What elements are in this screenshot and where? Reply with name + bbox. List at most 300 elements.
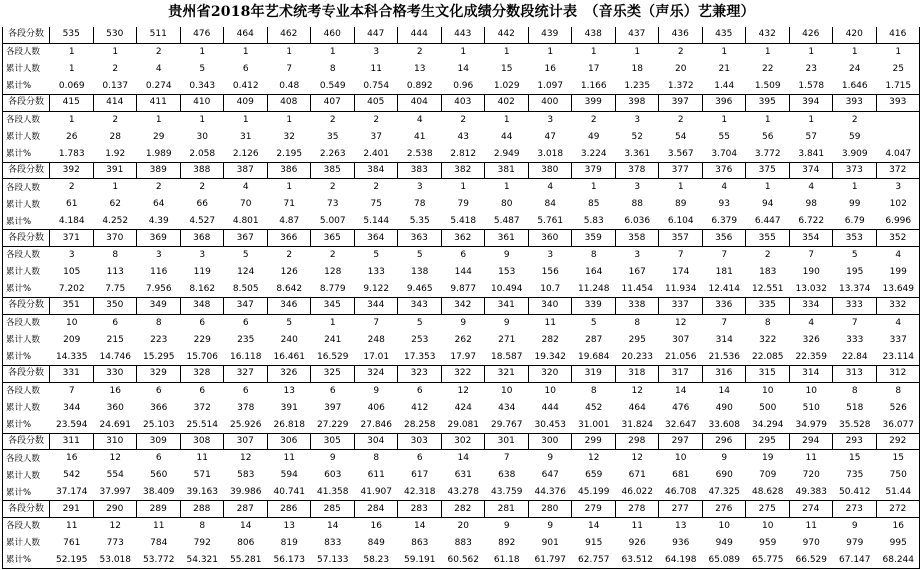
count-cell: 1 xyxy=(155,114,162,125)
cumulative-cell: 28 xyxy=(109,131,121,142)
percent-cell: 53.018 xyxy=(99,555,131,565)
percent-cell: 0.892 xyxy=(406,80,433,91)
count-cell: 8 xyxy=(895,385,902,396)
cumulative-cell: 806 xyxy=(237,538,255,548)
count-cell: 2 xyxy=(329,114,336,125)
percent-cell: 27.846 xyxy=(360,419,392,430)
count-cell: 7 xyxy=(503,453,510,464)
score-cell: 372 xyxy=(877,163,921,180)
score-cell: 384 xyxy=(355,163,399,180)
percent-cell: 6.379 xyxy=(711,216,738,227)
score-cell: 337 xyxy=(659,298,703,315)
count-cell: 3 xyxy=(634,182,641,193)
count-cell: 1 xyxy=(503,114,510,125)
score-cell: 335 xyxy=(746,298,790,315)
percent-cell: 28.258 xyxy=(404,419,436,430)
cumulative-cell: 78 xyxy=(414,199,426,210)
percent-cell: 2.263 xyxy=(319,148,346,159)
count-cell: 2 xyxy=(286,250,293,260)
percent-cell: 4.252 xyxy=(102,216,129,227)
count-cell: 3 xyxy=(416,182,423,193)
cumulative-cell: 183 xyxy=(759,267,777,277)
count-cell: 14 xyxy=(457,453,469,464)
score-cell: 347 xyxy=(224,298,268,315)
percent-cell: 5.007 xyxy=(319,216,346,227)
percent-cell: 0.274 xyxy=(145,80,172,91)
percent-cell: 1.646 xyxy=(841,80,868,91)
cumulative-cell: 24 xyxy=(849,63,861,74)
count-cell: 9 xyxy=(460,317,467,328)
count-cell: 4 xyxy=(808,317,815,328)
score-cell: 407 xyxy=(311,95,355,112)
cumulative-cell: 241 xyxy=(324,334,342,345)
count-cell: 11 xyxy=(805,453,817,464)
percent-cell: 49.383 xyxy=(795,487,827,498)
score-cell: 399 xyxy=(572,95,616,112)
cumulative-cell: 17 xyxy=(588,63,600,74)
count-cell: 7 xyxy=(851,317,858,328)
count-cell: 1 xyxy=(242,46,249,57)
cumulative-cell: 337 xyxy=(889,334,907,345)
score-cell: 443 xyxy=(442,27,486,44)
percent-cell: 44.376 xyxy=(534,487,566,498)
cumulative-cell: 526 xyxy=(889,402,907,413)
percent-cell: 23.114 xyxy=(882,351,914,362)
score-cell: 283 xyxy=(398,501,442,518)
score-cell: 387 xyxy=(224,163,268,180)
cumulative-cell: 116 xyxy=(150,267,168,277)
cumulative-cell: 20 xyxy=(675,63,687,74)
cumulative-cell: 995 xyxy=(889,538,907,548)
score-cell: 393 xyxy=(877,95,921,112)
cumulative-cell: 79 xyxy=(457,199,469,210)
score-cell: 285 xyxy=(311,501,355,518)
score-cell: 317 xyxy=(659,366,703,383)
cumulative-cell: 30 xyxy=(196,131,208,142)
percent-cell: 3.909 xyxy=(841,148,868,159)
cumulative-cell: 209 xyxy=(63,334,81,345)
score-cell: 362 xyxy=(442,230,486,247)
percent-cell: 22.359 xyxy=(795,351,827,362)
score-cell: 325 xyxy=(311,366,355,383)
percent-cell: 22.84 xyxy=(841,351,868,362)
count-cell: 1 xyxy=(851,46,858,57)
percent-cell: 19.684 xyxy=(578,351,610,362)
count-cell: 4 xyxy=(416,114,423,125)
cumulative-cell: 901 xyxy=(541,538,559,548)
cumulative-cell: 735 xyxy=(846,470,864,481)
cumulative-cell: 406 xyxy=(367,402,385,413)
cumulative-cell: 49 xyxy=(588,131,600,142)
score-cell: 322 xyxy=(442,366,486,383)
percent-cell: 0.48 xyxy=(279,80,300,91)
score-cell: 301 xyxy=(485,434,529,451)
cumulative-cell: 391 xyxy=(280,402,298,413)
percent-cell: 65.775 xyxy=(752,555,784,565)
score-cell: 378 xyxy=(616,163,660,180)
count-cell: 5 xyxy=(851,250,858,260)
count-cell: 9 xyxy=(721,453,728,464)
score-cell: 329 xyxy=(137,366,181,383)
count-cell: 1 xyxy=(503,46,510,57)
count-cell: 16 xyxy=(109,385,121,396)
percent-cell: 1.44 xyxy=(714,80,735,91)
score-cell: 386 xyxy=(268,163,312,180)
cumulative-cell: 88 xyxy=(631,199,643,210)
cumulative-label: 累计人数 xyxy=(6,335,41,345)
percent-cell: 11.454 xyxy=(621,284,653,294)
score-cell: 438 xyxy=(572,27,616,44)
percent-cell: 4.047 xyxy=(885,148,912,159)
percent-cell: 61.797 xyxy=(534,555,566,565)
count-label: 各段人数 xyxy=(6,318,41,328)
count-cell: 1 xyxy=(677,182,684,193)
score-block xyxy=(2,163,920,231)
score-cell: 300 xyxy=(529,434,573,451)
percent-cell: 16.529 xyxy=(317,351,349,362)
percent-cell: 33.608 xyxy=(708,419,740,430)
cumulative-cell: 23 xyxy=(805,63,817,74)
score-cell: 447 xyxy=(355,27,399,44)
score-cell: 394 xyxy=(790,95,834,112)
count-cell: 1 xyxy=(329,46,336,57)
score-block xyxy=(2,95,920,163)
cumulative-cell: 603 xyxy=(324,470,342,481)
cumulative-cell: 47 xyxy=(544,131,556,142)
percent-cell: 63.512 xyxy=(621,555,653,565)
count-cell: 6 xyxy=(155,385,162,396)
count-cell: 2 xyxy=(851,114,858,125)
count-cell: 8 xyxy=(590,385,597,396)
score-cell: 358 xyxy=(616,230,660,247)
count-cell: 1 xyxy=(808,46,815,57)
score-cell: 437 xyxy=(616,27,660,44)
percent-cell: 29.767 xyxy=(491,419,523,430)
cumulative-cell: 784 xyxy=(150,538,168,548)
percent-cell: 0.412 xyxy=(232,80,259,91)
percent-cell: 34.979 xyxy=(795,419,827,430)
percent-cell: 9.122 xyxy=(363,284,390,294)
percent-cell: 42.318 xyxy=(404,487,436,498)
percent-cell: 0.549 xyxy=(319,80,346,91)
score-cell: 363 xyxy=(398,230,442,247)
score-cell: 361 xyxy=(485,230,529,247)
count-cell: 16 xyxy=(66,453,78,464)
count-cell: 10 xyxy=(675,453,687,464)
score-cell: 391 xyxy=(94,163,138,180)
cumulative-cell: 54 xyxy=(675,131,687,142)
count-cell: 11 xyxy=(805,521,817,531)
cumulative-cell: 119 xyxy=(193,267,211,277)
cumulative-cell: 8 xyxy=(329,63,336,74)
percent-cell: 9.877 xyxy=(450,284,477,294)
cumulative-cell: 41 xyxy=(414,131,426,142)
score-cell: 321 xyxy=(485,366,529,383)
score-cell: 408 xyxy=(268,95,312,112)
percent-label: 累计% xyxy=(6,284,32,295)
score-cell: 273 xyxy=(833,501,877,518)
percent-cell: 60.562 xyxy=(447,555,479,565)
cumulative-cell: 631 xyxy=(454,470,472,481)
count-cell: 2 xyxy=(112,114,119,125)
percent-cell: 12.414 xyxy=(708,284,740,294)
count-cell: 16 xyxy=(370,521,382,531)
count-cell: 12 xyxy=(631,385,643,396)
count-cell: 6 xyxy=(199,385,206,396)
score-cell: 444 xyxy=(398,27,442,44)
score-cell: 464 xyxy=(224,27,268,44)
percent-cell: 35.528 xyxy=(839,419,871,430)
percent-cell: 27.229 xyxy=(317,419,349,430)
cumulative-cell: 720 xyxy=(802,470,820,481)
cumulative-cell: 253 xyxy=(411,334,429,345)
cumulative-cell: 16 xyxy=(544,63,556,74)
percent-cell: 58.23 xyxy=(363,555,390,565)
count-cell: 10 xyxy=(544,385,556,396)
percent-cell: 4.801 xyxy=(232,216,259,227)
percent-cell: 68.244 xyxy=(882,555,914,565)
count-cell: 8 xyxy=(764,317,771,328)
cumulative-cell: 223 xyxy=(150,334,168,345)
cumulative-cell: 98 xyxy=(805,199,817,210)
page-title: 贵州省2018年艺术统考专业本科合格考生文化成绩分数段统计表 （音乐类（声乐）艺兼理） xyxy=(168,4,755,20)
cumulative-cell: 412 xyxy=(411,402,429,413)
score-cell: 359 xyxy=(572,230,616,247)
percent-cell: 16.461 xyxy=(273,351,305,362)
percent-cell: 41.358 xyxy=(317,487,349,498)
percent-cell: 1.783 xyxy=(58,148,85,159)
score-cell: 462 xyxy=(268,27,312,44)
count-cell: 9 xyxy=(503,250,510,260)
percent-cell: 17.97 xyxy=(450,351,477,362)
count-cell: 4 xyxy=(895,317,902,328)
score-cell: 336 xyxy=(703,298,747,315)
percent-cell: 3.224 xyxy=(580,148,607,159)
percent-cell: 8.779 xyxy=(319,284,346,294)
score-cell: 291 xyxy=(50,501,94,518)
cumulative-cell: 344 xyxy=(63,402,81,413)
percent-cell: 13.374 xyxy=(839,284,871,294)
count-cell: 6 xyxy=(242,317,249,328)
score-block xyxy=(2,366,920,434)
score-cell: 370 xyxy=(94,230,138,247)
cumulative-cell: 199 xyxy=(889,267,907,277)
cumulative-cell: 681 xyxy=(672,470,690,481)
count-cell: 11 xyxy=(631,521,643,531)
cumulative-cell: 128 xyxy=(324,267,342,277)
cumulative-cell: 560 xyxy=(150,470,168,481)
cumulative-cell: 32 xyxy=(283,131,295,142)
percent-cell: 47.325 xyxy=(708,487,740,498)
score-cell: 312 xyxy=(877,366,921,383)
count-cell: 4 xyxy=(721,182,728,193)
percent-cell: 65.089 xyxy=(708,555,740,565)
count-cell: 14 xyxy=(588,521,600,531)
count-cell: 1 xyxy=(590,182,597,193)
score-cell: 274 xyxy=(790,501,834,518)
score-cell: 426 xyxy=(790,27,834,44)
count-cell: 14 xyxy=(718,385,730,396)
score-block xyxy=(2,27,920,95)
score-cell: 326 xyxy=(268,366,312,383)
count-cell: 11 xyxy=(544,317,556,328)
cumulative-label: 累计人数 xyxy=(6,199,41,210)
cumulative-cell: 94 xyxy=(762,199,774,210)
percent-cell: 61.18 xyxy=(493,555,520,565)
count-cell: 1 xyxy=(68,46,75,57)
score-cell: 410 xyxy=(181,95,225,112)
score-cell: 315 xyxy=(746,366,790,383)
count-cell: 15 xyxy=(892,453,904,464)
percent-cell: 0.754 xyxy=(363,80,390,91)
percent-cell: 6.104 xyxy=(667,216,694,227)
percent-cell: 16.118 xyxy=(230,351,262,362)
score-cell: 354 xyxy=(790,230,834,247)
count-cell: 12 xyxy=(631,453,643,464)
percent-cell: 56.173 xyxy=(273,555,305,565)
cumulative-cell: 59 xyxy=(849,131,861,142)
count-cell: 4 xyxy=(242,182,249,193)
count-cell: 8 xyxy=(155,317,162,328)
score-cell: 405 xyxy=(355,95,399,112)
percent-cell: 34.294 xyxy=(752,419,784,430)
count-cell: 11 xyxy=(66,521,78,531)
count-cell: 14 xyxy=(240,521,252,531)
percent-cell: 55.281 xyxy=(230,555,262,565)
percent-cell: 8.162 xyxy=(189,284,216,294)
count-cell: 3 xyxy=(895,182,902,193)
score-cell: 334 xyxy=(790,298,834,315)
count-cell: 4 xyxy=(547,182,554,193)
percent-cell: 17.353 xyxy=(404,351,436,362)
score-cell: 396 xyxy=(703,95,747,112)
score-cell: 373 xyxy=(833,163,877,180)
count-cell: 3 xyxy=(547,250,554,260)
count-cell: 5 xyxy=(416,317,423,328)
cumulative-cell: 25 xyxy=(892,63,904,74)
percent-cell: 15.706 xyxy=(186,351,218,362)
cumulative-cell: 11 xyxy=(370,63,382,74)
cumulative-cell: 35 xyxy=(327,131,339,142)
cumulative-cell: 190 xyxy=(802,267,820,277)
score-cell: 316 xyxy=(703,366,747,383)
percent-cell: 1.715 xyxy=(885,80,912,91)
percent-cell: 5.144 xyxy=(363,216,390,227)
cumulative-cell: 792 xyxy=(193,538,211,548)
cumulative-cell: 18 xyxy=(631,63,643,74)
percent-cell: 5.418 xyxy=(450,216,477,227)
count-cell: 2 xyxy=(329,182,336,193)
score-cell: 367 xyxy=(224,230,268,247)
percent-cell: 3.018 xyxy=(537,148,564,159)
percent-cell: 1.578 xyxy=(798,80,825,91)
percent-cell: 1.097 xyxy=(537,80,564,91)
cumulative-cell: 510 xyxy=(802,402,820,413)
percent-cell: 24.691 xyxy=(99,419,131,430)
cumulative-cell: 647 xyxy=(541,470,559,481)
score-cell: 297 xyxy=(659,434,703,451)
count-cell: 2 xyxy=(155,46,162,57)
count-cell: 4 xyxy=(808,182,815,193)
score-cell: 385 xyxy=(311,163,355,180)
score-label: 各段分数 xyxy=(2,501,50,518)
score-cell: 351 xyxy=(50,298,94,315)
score-cell: 279 xyxy=(572,501,616,518)
cumulative-label: 累计人数 xyxy=(6,267,41,278)
cumulative-cell: 71 xyxy=(283,199,295,210)
count-cell: 2 xyxy=(677,46,684,57)
cumulative-cell: 594 xyxy=(280,470,298,481)
percent-cell: 3.841 xyxy=(798,148,825,159)
score-cell: 313 xyxy=(833,366,877,383)
count-cell: 12 xyxy=(240,453,252,464)
score-cell: 290 xyxy=(94,501,138,518)
percent-cell: 3.567 xyxy=(667,148,694,159)
cumulative-cell: 99 xyxy=(849,199,861,210)
cumulative-cell: 248 xyxy=(367,334,385,345)
count-cell: 5 xyxy=(242,250,249,260)
cumulative-cell: 424 xyxy=(454,402,472,413)
score-cell: 331 xyxy=(50,366,94,383)
count-cell: 1 xyxy=(634,46,641,57)
score-cell: 375 xyxy=(746,163,790,180)
score-cell: 277 xyxy=(659,501,703,518)
score-cell: 287 xyxy=(224,501,268,518)
cumulative-cell: 833 xyxy=(324,538,342,548)
percent-cell: 1.235 xyxy=(624,80,651,91)
count-cell: 8 xyxy=(199,521,206,531)
score-cell: 432 xyxy=(746,27,790,44)
percent-cell: 10.494 xyxy=(491,284,523,294)
count-cell: 12 xyxy=(588,453,600,464)
cumulative-cell: 164 xyxy=(585,267,603,277)
score-cell: 355 xyxy=(746,230,790,247)
percent-cell: 0.343 xyxy=(189,80,216,91)
percent-cell: 14.335 xyxy=(56,351,88,362)
cumulative-cell: 57 xyxy=(805,131,817,142)
cumulative-label: 累计人数 xyxy=(6,131,41,142)
cumulative-cell: 37 xyxy=(370,131,382,142)
cumulative-cell: 15 xyxy=(501,63,513,74)
cumulative-cell: 959 xyxy=(759,538,777,548)
count-cell: 12 xyxy=(457,385,469,396)
score-cell: 382 xyxy=(442,163,486,180)
score-cell: 352 xyxy=(877,230,921,247)
count-cell: 1 xyxy=(895,46,902,57)
count-cell: 7 xyxy=(721,250,728,260)
percent-cell: 54.321 xyxy=(186,555,218,565)
percent-cell: 4.527 xyxy=(189,216,216,227)
percent-cell: 30.453 xyxy=(534,419,566,430)
cumulative-cell: 6 xyxy=(242,63,249,74)
cumulative-cell: 93 xyxy=(718,199,730,210)
score-cell: 280 xyxy=(529,501,573,518)
score-cell: 314 xyxy=(790,366,834,383)
count-cell: 1 xyxy=(112,182,119,193)
cumulative-cell: 144 xyxy=(454,267,472,277)
count-cell: 10 xyxy=(66,317,78,328)
count-cell: 11 xyxy=(153,521,165,531)
percent-cell: 21.536 xyxy=(708,351,740,362)
cumulative-cell: 322 xyxy=(759,334,777,345)
percent-cell: 52.195 xyxy=(56,555,88,565)
percent-cell: 1.029 xyxy=(493,80,520,91)
percent-cell: 6.036 xyxy=(624,216,651,227)
percent-cell: 6.996 xyxy=(885,216,912,227)
percent-cell: 37.997 xyxy=(99,487,131,498)
count-label: 各段人数 xyxy=(6,250,41,261)
cumulative-cell: 113 xyxy=(106,267,124,277)
